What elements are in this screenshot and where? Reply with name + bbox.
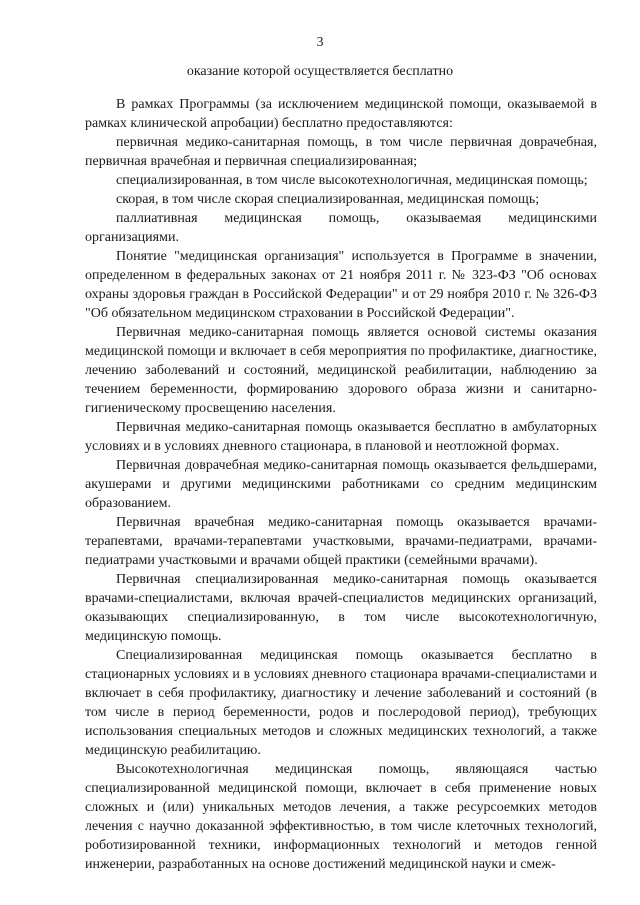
paragraph-intro: В рамках Программы (за исключением медицинской помощи, оказываемой в рамках клинической апробации) бесплатно предоставляются:	[85, 97, 597, 131]
body-text	[85, 95, 597, 874]
paragraph-physician-care: Первичная врачебная медико-санитарная помощь оказывается врачами-терапевтами, врачами-терапевтами участковыми, врачами-педиатрами, врачами-педиатрами участковыми и врачами общей практики (семейными врачами).	[85, 515, 597, 568]
paragraph-primary-care-basis: Первичная медико-санитарная помощь является основой системы оказания медицинской помощи и включает в себя мероприятия по профилактике, диагностике, лечению заболеваний и состояний, медицинской реабилитации, наблюдению за течением беременности, формированию здорового образа жизни и санитарно-гигиеническому просвещению населения.	[85, 325, 597, 416]
list-item-palliative-care: паллиативная медицинская помощь, оказываемая медицинскими организациями.	[85, 211, 597, 245]
list-item-specialized-care: специализированная, в том числе высокотехнологичная, медицинская помощь;	[116, 173, 588, 188]
page-number: 3	[316, 35, 324, 50]
paragraph-prephysician-care: Первичная доврачебная медико-санитарная помощь оказывается фельдшерами, акушерами и другими медицинскими работниками со средним медицинским образованием.	[85, 458, 597, 511]
continued-heading: оказание которой осуществляется бесплатно	[186, 64, 454, 79]
paragraph-medical-organization: Понятие "медицинская организация" используется в Программе в значении, определенном в федеральных законах от 21 ноября 2011 г. № 323-ФЗ "Об основах охраны здоровья граждан в Российской Федерации" и от 29 ноября 2010 г. № 326-ФЗ "Об обязательном медицинском страховании в Российской Федерации".	[85, 249, 597, 321]
paragraph-specialist-primary-care: Первичная специализированная медико-санитарная помощь оказывается врачами-специалистами, включая врачей-специалистов медицинских организаций, оказывающих специализированную, в том числе высокотехнологичную, медицинскую помощь.	[85, 572, 597, 644]
paragraph-high-tech-care: Высокотехнологичная медицинская помощь, являющаяся частью специализированной медицинской помощи, включает в себя применение новых сложных и (или) уникальных методов лечения, а также ресурсоемких методов лечения с научно доказанной эффективностью, в том числе клеточных технологий, роботизированной техники, информационных технологий и методов генной инженерии, разработанных на основе достижений медицинской науки и смеж-	[85, 762, 597, 872]
list-item-emergency-care: скорая, в том числе скорая специализированная, медицинская помощь;	[116, 192, 540, 207]
paragraph-specialized-care: Специализированная медицинская помощь оказывается бесплатно в стационарных условиях и в условиях дневного стационара врачами-специалистами и включает в себя профилактику, диагностику и лечение заболеваний и состояний (в том числе в период беременности, родов и послеродовой период), требующих использования специальных методов и сложных медицинских технологий, а также медицинскую реабилитацию.	[85, 648, 597, 758]
list-item-primary-care: первичная медико-санитарная помощь, в том числе первичная доврачебная, первичная врачебная и первичная специализированная;	[85, 135, 597, 169]
paragraph-primary-care-free: Первичная медико-санитарная помощь оказывается бесплатно в амбулаторных условиях и в условиях дневного стационара, в плановой и неотложной формах.	[85, 420, 597, 454]
